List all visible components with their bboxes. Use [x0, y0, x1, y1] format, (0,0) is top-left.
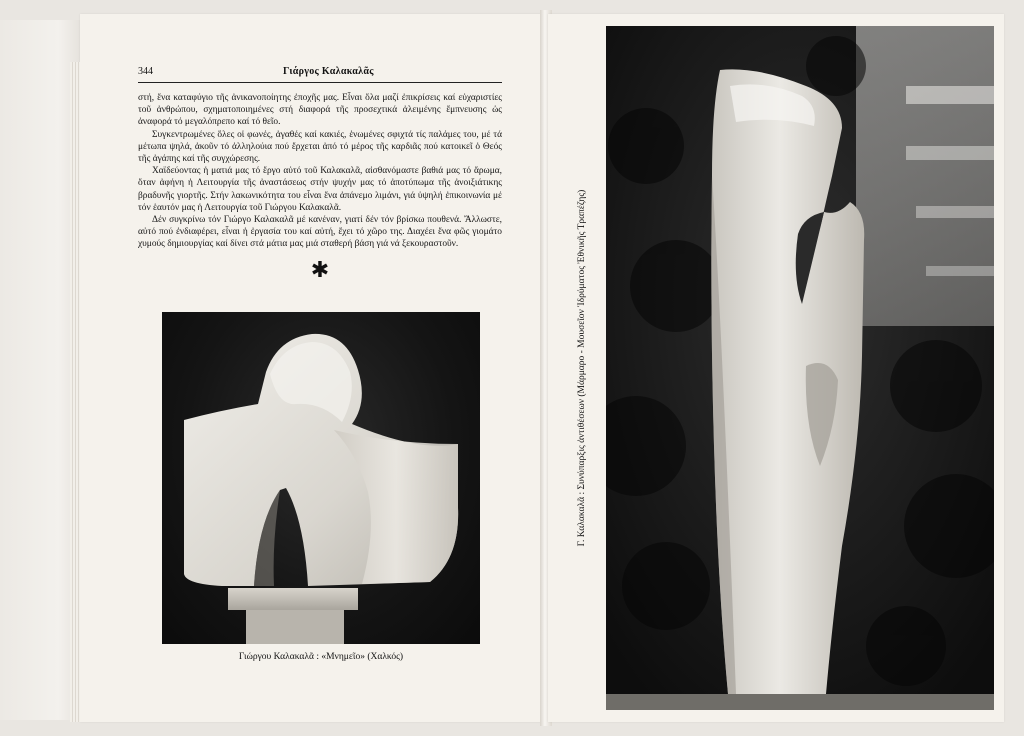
- body-text: [138, 92, 502, 251]
- coexistence-sculpture-illustration: [606, 26, 994, 710]
- left-figure-caption: Γιώργου Καλακαλᾶ : «Μνημεῖο» (Χαλκός): [238, 652, 404, 662]
- sculpture-photo-monument: [162, 312, 480, 644]
- running-head-title: Γιάργος Καλακαλᾶς: [283, 66, 374, 77]
- ornament-icon: ✱: [310, 257, 330, 282]
- paragraph-1: στή, ἕνα καταφύγιο τῆς ἀνικανοποίητης ἐποχῆς μας. Εἶναι ὅλα μαζί ἐπικρίσεις καί εὐχαριστίες τοῦ ἀνθρώπου, σχηματοποιημένες στή διαφορά τῆς προσεχτικά ἀλειμένης ἔμπνευσης ὡς ἀναφορά τό μεγαλόπρεπο καί τό θεῖο.: [138, 93, 502, 128]
- paragraph-3: Χαϊδεύοντας ἡ ματιά μας τό ἔργο αὐτό τοῦ Καλακαλᾶ, αἰσθανόμαστε βαθιά μας τό ἄρωμα, ὅταν ἀφήνη ἡ Λειτουργία τῆς ἀναστάσεως στήν ψυχήν μας τό ἀποτύπωμα τῆς ἀνοιξιάτικης βραδυνῆς γιορτῆς. Στήν λακωνικότητα του εἶναι ἕνα ἀπάνεμο λιμάνι, γιά ὑψηλή ἐπικοινωνία μέ τόν ἑαυτόν μας ἡ Λειτουργία τοῦ Γιώργου Καλακαλᾶ.: [138, 166, 502, 213]
- sculpture-photo-coexistence: [606, 26, 994, 710]
- monument-sculpture-illustration: [162, 312, 480, 644]
- paragraph-4: Δέν συγκρίνω τόν Γιώργο Καλακαλᾶ μέ κανέναν, γιατί δέν τόν βρίσκω πουθενά. Ἄλλωστε, αὐτό πού ἐνδιαφέρει, εἶναι ἡ ἐργασία του καί αὐτή, ἔχει τό χῶρο της. Διαχέει ἕνα φῶς γιομάτο χυμούς δημιουργίας καί δίνει στά μάτια μας μιά σταθερή βάση γιά νά ξεκουραστοῦν.: [138, 215, 502, 250]
- paragraph-2: Συγκεντρωμένες ὅλες οἱ φωνές, ἀγαθές καί κακιές, ἑνωμένες σφιχτά τίς παλάμες του, μέ τά μέτωπα ψηλά, ἀκοῦν τό ἀλληλούια πού ἔρχεται ἀπό τό μέρος τῆς καρδιᾶς πού κατοικεῖ ὁ Θεός τῆς ἀγάπης καί τῆς συγχώρεσης.: [138, 129, 502, 165]
- page-number: 344: [138, 66, 153, 77]
- right-figure-caption: Γ. Καλακαλᾶ : Συνύπαρξις ἀντιθέσεων (Μάρμαρο - Μουσεῖον Ἱδρύματος Ἐθνικῆς Τραπέζης): [577, 189, 587, 547]
- running-header: [138, 64, 502, 83]
